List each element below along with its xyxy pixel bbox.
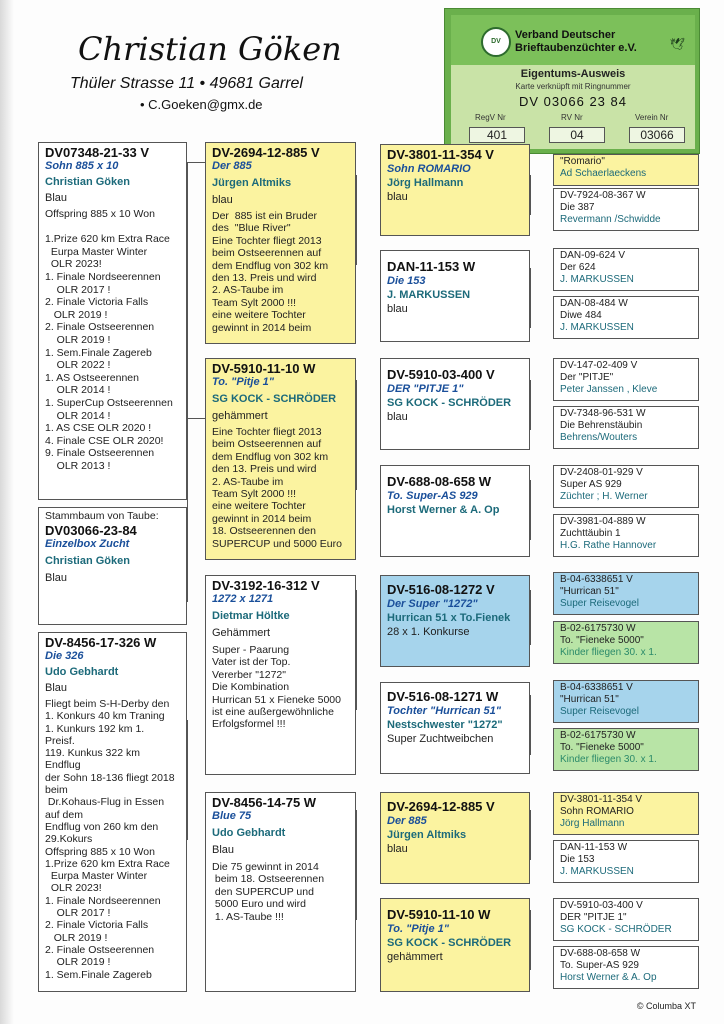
grandparent-box: [380, 358, 530, 450]
pigeon-name: "Hurrican 51": [560, 694, 619, 705]
stammbaum-label: Stammbaum von Taube:: [45, 510, 159, 522]
connector: [187, 418, 205, 419]
pigeon-icon: 🕊: [669, 37, 685, 51]
ring-number: DAN-09-624 V: [560, 250, 626, 261]
pedigree-note: Eine Tochter fliegt 2013 beim Ostseerennen auf dem Endflug von 302 km den 13. Preis und wird 2. AS-Taube im Team Sylt 2000 !!! eine weitere Tochter gewinnt in 2014 beim 18. Ostseerennen den SUPERCUP und 5000 Euro: [212, 426, 342, 550]
connector: [530, 268, 531, 328]
pigeon-name: "Hurrican 51": [560, 586, 619, 597]
connector: [530, 480, 531, 540]
ring-number: DV-516-08-1272 V: [387, 582, 495, 597]
connector: [530, 175, 531, 215]
owner-name: Kinder fliegen 30. x 1.: [560, 754, 657, 765]
ring-number: B-04-6338651 V: [560, 682, 633, 693]
great-grandparent-box: [553, 728, 699, 771]
owner-name: Nestschwester "1272": [387, 719, 503, 731]
ring-number: DV-8456-17-326 W: [45, 635, 157, 650]
card-value-regv: 401: [469, 127, 525, 143]
great-grandparent-box: [553, 898, 699, 941]
pigeon-color: blau: [387, 411, 408, 423]
grandparent-box: [380, 144, 530, 236]
pigeon-name: To. "Fieneke 5000": [560, 742, 644, 753]
pigeon-name: DER "PITJE 1": [560, 912, 627, 923]
owner-name: SG KOCK - SCHRÖDER: [212, 393, 337, 405]
pigeon-color: blau: [387, 303, 408, 315]
great-grandparent-box: [553, 248, 699, 291]
pedigree-note: Fliegt beim S-H-Derby den 1. Konkurs 40 km Traning 1. Kunkurs 192 km 1. Preisf. 119. Kunkus 322 km Endflug der Sohn 18-136 fliegt 2018 beim Dr.Kohaus-Flug in Essen auf dem Endflug von 260 km den 29.Kokurs Offspring 885 x 10 Won 1.Prize 620 km Extra Race Eurpa Master Winter OLR 2023! 1. Finale Nordseerennen OLR 2017 ! 2. Finale Victoria Falls OLR 2019 ! 2. Finale Ostseerennen OLR 2019 ! 1. Sem.Finale Zagereb: [45, 698, 175, 981]
owner-name: Jürgen Altmiks: [387, 829, 467, 841]
pigeon-name: Der 624: [560, 262, 596, 273]
great-grandparent-box: [553, 840, 699, 883]
ring-number: DV03066-23-84: [45, 523, 137, 538]
grandparent-box: [380, 898, 530, 992]
great-grandparent-box: [553, 465, 699, 508]
owner-name: J. MARKUSSEN: [387, 289, 471, 301]
subject-box: [38, 142, 187, 500]
connector: [530, 695, 531, 755]
ring-number: DV-2694-12-885 V: [212, 145, 320, 160]
owner-name: Udo Gebhardt: [212, 827, 286, 839]
breeder-address: Thüler Strasse 11 • 49681 Garrel: [70, 75, 303, 92]
pigeon-name: Die 326: [45, 650, 84, 662]
pigeon-color: Super Zuchtweibchen: [387, 733, 494, 745]
great-grandparent-box: [553, 946, 699, 989]
great-grandparent-box: [553, 358, 699, 401]
owner-name: J. MARKUSSEN: [560, 274, 634, 285]
pigeon-name: Der Super "1272": [387, 598, 478, 610]
grandparent-box: [380, 682, 530, 774]
scan-shadow: [0, 0, 14, 1024]
pigeon-name: Sohn ROMARIO: [387, 163, 471, 175]
connector: [530, 810, 531, 860]
pigeon-color: gehämmert: [387, 951, 443, 963]
pigeon-name: To. "Pitje 1": [387, 923, 449, 935]
owner-name: Behrens/Wouters: [560, 432, 638, 443]
great-grandparent-box: [553, 514, 699, 557]
pigeon-color: gehämmert: [212, 410, 268, 422]
great-grandparent-box: [553, 621, 699, 664]
ring-number: B-02-6175730 W: [560, 730, 636, 741]
owner-name: J. MARKUSSEN: [560, 322, 634, 333]
pigeon-name: Super AS 929: [560, 479, 622, 490]
connector: [356, 175, 357, 265]
parent-box: [205, 142, 356, 344]
card-body: [451, 65, 695, 149]
ring-number: DV07348-21-33 V: [45, 145, 150, 160]
card-subtitle: Karte verknüpft mit Ringnummer: [515, 82, 631, 91]
pigeon-color: blau: [212, 194, 233, 206]
pigeon-name: 1272 x 1271: [212, 593, 274, 605]
card-value-rv: 04: [549, 127, 605, 143]
pigeon-name: "Romario": [560, 156, 605, 167]
grandparent-box: [380, 250, 530, 342]
owner-name: H.G. Rathe Hannover: [560, 540, 657, 551]
ownership-card: [444, 8, 700, 154]
pigeon-name: Die 387: [560, 202, 595, 213]
pigeon-color: Blau: [45, 192, 68, 204]
pigeon-name: Diwe 484: [560, 310, 602, 321]
pigeon-name: Die 153: [560, 854, 595, 865]
owner-name: Dietmar Höltke: [212, 610, 290, 622]
owner-name: Horst Werner & A. Op: [560, 972, 657, 983]
ring-number: DV-3981-04-889 W: [560, 516, 646, 527]
pigeon-color: blau: [387, 843, 408, 855]
pigeon-name: Der 885: [212, 160, 252, 172]
pigeon-color: Blau: [45, 682, 68, 694]
owner-name: Hurrican 51 x To.Fienek: [387, 612, 511, 624]
pedigree-note: Die 75 gewinnt in 2014 beim 18. Ostseerennen den SUPERCUP und 5000 Euro und wird 1. AS-Taube !!!: [212, 861, 325, 923]
ring-number: DAN-08-484 W: [560, 298, 628, 309]
pigeon-name: Tochter "Hurrican 51": [387, 705, 501, 717]
grandparent-box: [380, 575, 530, 667]
pedigree-note: Der 885 ist ein Bruder des "Blue River" Eine Tochter fliegt 2013 beim Ostseerennen auf dem Endflug von 302 km den 13. Preis und wird 2. AS-Taube im Team Sylt 2000 !!! eine weitere Tochter gewinnt in 2014 beim: [212, 210, 329, 334]
pigeon-name: Zuchttäubin 1: [560, 528, 621, 539]
owner-name: Züchter ; H. Werner: [560, 491, 648, 502]
pedigree-note: Offspring 885 x 10 Won 1.Prize 620 km Extra Race Eurpa Master Winter OLR 2023! 1. Finale Nordseerennen OLR 2017 ! 2. Finale Victoria Falls OLR 2019 ! 2. Finale Ostseerennen OLR 2019 ! 1. Sem.Finale Zagereb OLR 2022 ! 1. AS Ostseerennen OLR 2014 ! 1. SuperCup Ostseerennen OLR 2014 ! 1. AS CSE OLR 2020 ! 4. Finale CSE OLR 2020! 9. Finale Ostseerennen OLR 2013 !: [45, 208, 173, 472]
great-grandparent-box: [553, 154, 699, 186]
pigeon-name: Die Behrenstäubin: [560, 420, 643, 431]
dam-box: [38, 632, 187, 992]
connector: [530, 590, 531, 645]
pigeon-name: To. "Pitje 1": [212, 376, 274, 388]
ring-number: DV-7924-08-367 W: [560, 190, 646, 201]
owner-name: Ad Schaerlaeckens: [560, 168, 647, 179]
connector: [530, 910, 531, 970]
owner-name: Jörg Hallmann: [387, 177, 464, 189]
connector: [187, 162, 205, 163]
stammbaum-box: [38, 507, 187, 625]
connector: [530, 380, 531, 430]
owner-name: Jürgen Altmiks: [212, 177, 292, 189]
ring-number: DV-688-08-658 W: [387, 474, 492, 489]
grandparent-box: [380, 792, 530, 884]
ring-number: DV-5910-03-400 V: [387, 367, 495, 382]
ring-number: B-04-6338651 V: [560, 574, 633, 585]
ring-number: DV-516-08-1271 W: [387, 689, 499, 704]
owner-name: Jörg Hallmann: [560, 818, 625, 829]
connector: [356, 590, 357, 710]
connector: [356, 380, 357, 490]
card-org: [515, 29, 637, 55]
pigeon-name: To. Super-AS 929: [560, 960, 639, 971]
owner-name: Kinder fliegen 30. x 1.: [560, 647, 657, 658]
connector: [187, 720, 188, 840]
owner-name: SG KOCK - SCHRÖDER: [387, 937, 512, 949]
pigeon-name: Blue 75: [212, 810, 252, 822]
ring-number: DV-7348-96-531 W: [560, 408, 646, 419]
pigeon-name: Die 153: [387, 275, 426, 287]
card-number: DV 03066 23 84: [519, 94, 627, 109]
pigeon-name: Der 885: [387, 815, 427, 827]
card-org-line1: Verband Deutscher: [515, 29, 616, 41]
ring-number: DV-8456-14-75 W: [212, 795, 317, 810]
card-label-regv: RegV Nr: [475, 113, 506, 122]
connector: [187, 162, 188, 602]
owner-name: SG KOCK - SCHRÖDER: [387, 397, 512, 409]
pigeon-name: Sohn 885 x 10: [45, 160, 119, 172]
ring-number: DV-5910-03-400 V: [560, 900, 643, 911]
ring-number: DV-3801-11-354 V: [387, 147, 494, 162]
pigeon-color: Blau: [45, 572, 68, 584]
ring-number: DV-3192-16-312 V: [212, 578, 320, 593]
great-grandparent-box: [553, 406, 699, 449]
parent-box: [205, 575, 356, 775]
verband-logo-icon: DV: [481, 27, 511, 57]
card-org-line2: Brieftaubenzüchter e.V.: [515, 42, 637, 54]
owner-name: Super Reisevogel: [560, 598, 639, 609]
pigeon-name: Einzelbox Zucht: [45, 538, 130, 550]
breeder-name: Christian Göken: [78, 30, 342, 68]
grandparent-box: [380, 465, 530, 557]
pigeon-name: To. "Fieneke 5000": [560, 635, 644, 646]
owner-name: Christian Göken: [45, 555, 130, 567]
pigeon-name: DER "PITJE 1": [387, 383, 464, 395]
pigeon-name: Der "PITJE": [560, 372, 614, 383]
card-header: [451, 15, 695, 65]
pigeon-color: blau: [387, 191, 408, 203]
pedigree-note: Super - Paarung Vater ist der Top. Vererber "1272" Die Kombination Hurrican 51 x Fieneke 5000 ist eine außergewöhnliche Erfolgsformel !!!: [212, 644, 341, 731]
owner-name: Christian Göken: [45, 176, 130, 188]
great-grandparent-box: [553, 792, 699, 835]
card-title: Eigentums-Ausweis: [520, 68, 626, 80]
owner-name: Revermann /Schwidde: [560, 214, 661, 225]
ring-number: DV-688-08-658 W: [560, 948, 641, 959]
ring-number: DV-2694-12-885 V: [387, 799, 495, 814]
connector: [356, 810, 357, 920]
pigeon-color: Gehämmert: [212, 627, 271, 639]
pigeon-color: Blau: [212, 844, 235, 856]
ring-number: DV-3801-11-354 V: [560, 794, 643, 805]
owner-name: Peter Janssen , Kleve: [560, 384, 658, 395]
great-grandparent-box: [553, 296, 699, 339]
owner-name: Super Reisevogel: [560, 706, 639, 717]
great-grandparent-box: [553, 680, 699, 723]
software-credit: © Columba XT: [636, 1001, 696, 1011]
ring-number: DV-5910-11-10 W: [387, 907, 491, 922]
pigeon-name: To. Super-AS 929: [387, 490, 478, 502]
great-grandparent-box: [553, 188, 699, 231]
card-label-rv: RV Nr: [561, 113, 583, 122]
pigeon-color: 28 x 1. Konkurse: [387, 626, 470, 638]
card-label-verein: Verein Nr: [635, 113, 669, 122]
owner-name: SG KOCK - SCHRÖDER: [560, 924, 672, 935]
parent-box: [205, 792, 356, 992]
breeder-email: • C.Goeken@gmx.de: [140, 97, 263, 112]
ring-number: DAN-11-153 W: [560, 842, 628, 853]
great-grandparent-box: [553, 572, 699, 615]
pigeon-name: Sohn ROMARIO: [560, 806, 634, 817]
ring-number: DV-147-02-409 V: [560, 360, 638, 371]
parent-box: [205, 358, 356, 560]
ring-number: DAN-11-153 W: [387, 259, 476, 274]
ring-number: B-02-6175730 W: [560, 623, 636, 634]
card-value-verein: 03066: [629, 127, 685, 143]
owner-name: Horst Werner & A. Op: [387, 504, 500, 516]
owner-name: J. MARKUSSEN: [560, 866, 634, 877]
ring-number: DV-5910-11-10 W: [212, 361, 316, 376]
ring-number: DV-2408-01-929 V: [560, 467, 643, 478]
owner-name: Udo Gebhardt: [45, 666, 119, 678]
